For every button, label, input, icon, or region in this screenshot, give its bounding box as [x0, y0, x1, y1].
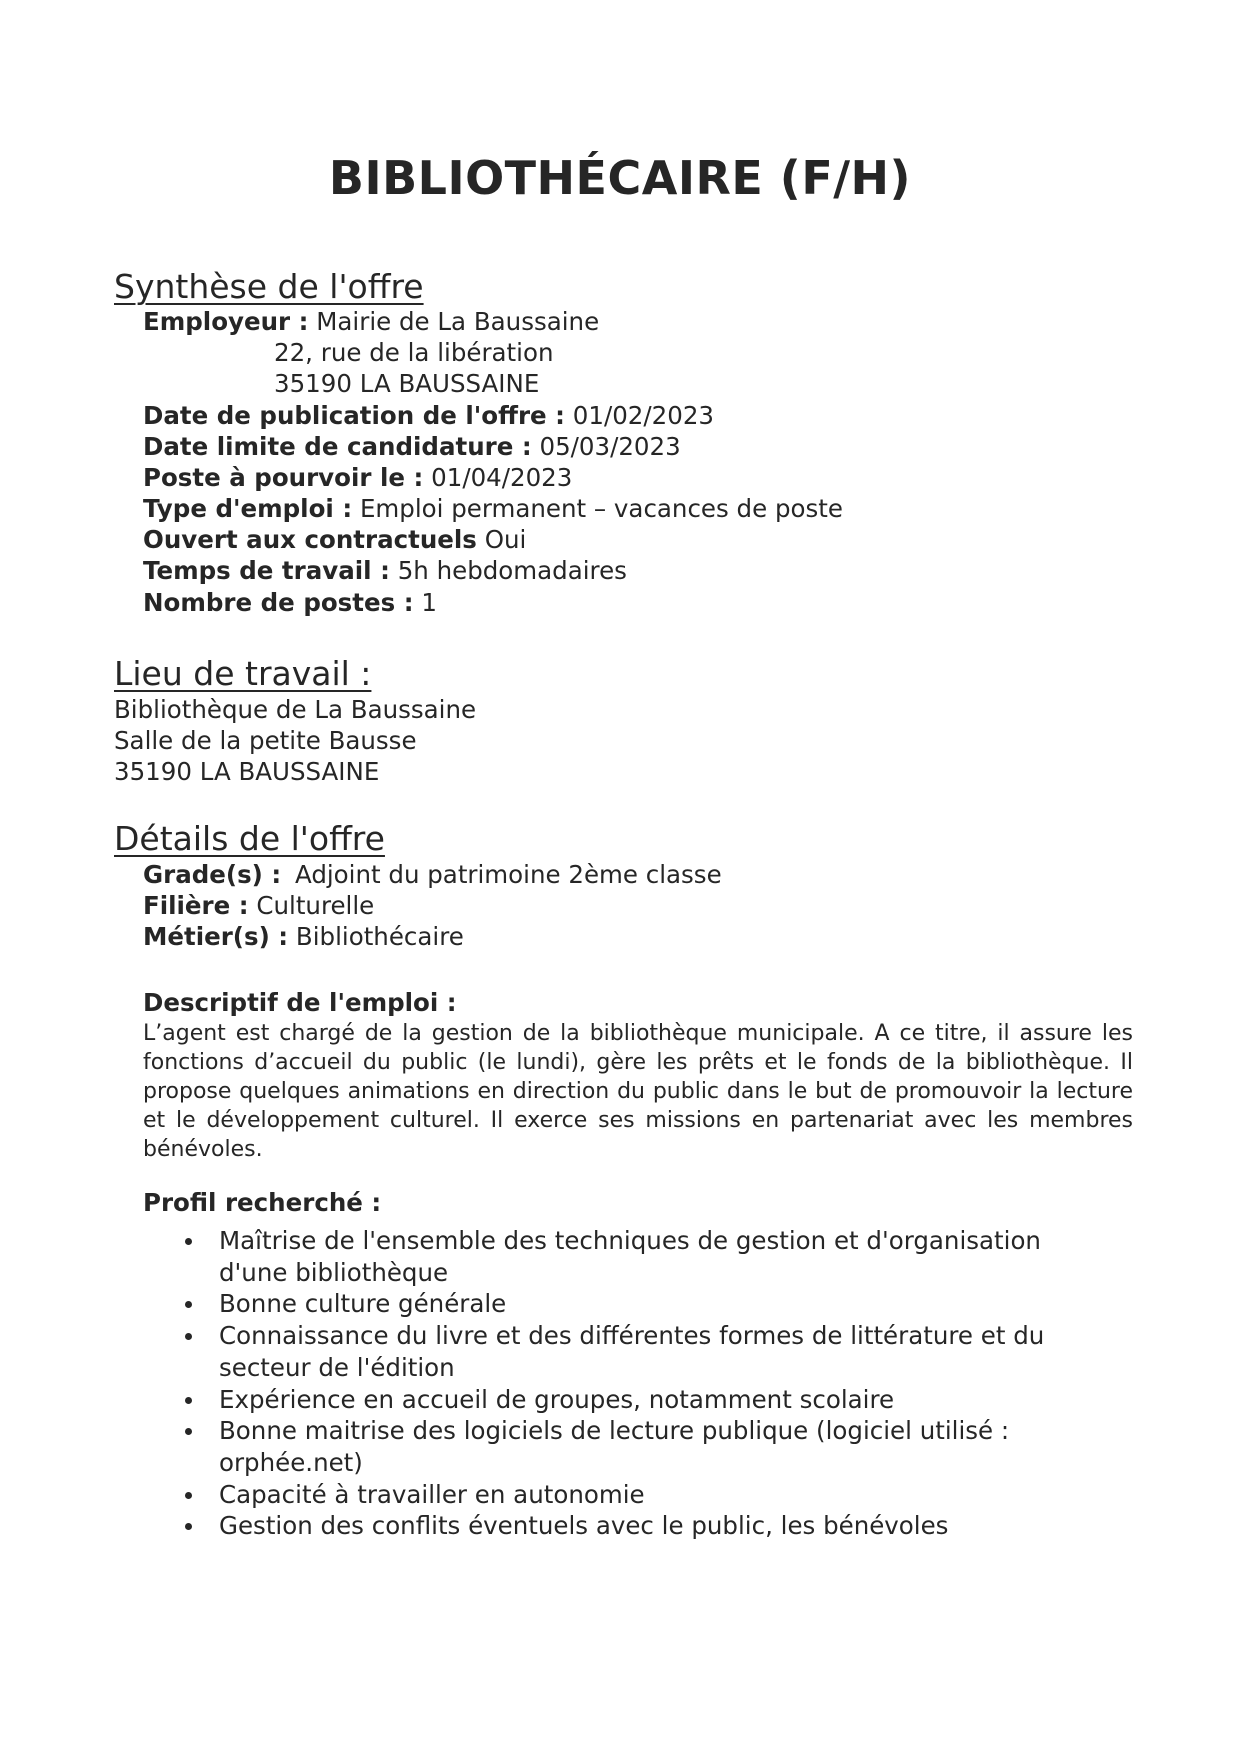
list-item-text: Capacité à travailler en autonomie [219, 1479, 645, 1509]
publication-date-label: Date de publication de l'offre : [143, 401, 565, 430]
employment-type-value: Emploi permanent – vacances de poste [359, 494, 843, 523]
positions-count-label: Nombre de postes : [143, 588, 414, 617]
list-item [143, 1320, 1093, 1383]
bullet-icon [185, 1523, 192, 1530]
list-item-text: Gestion des conflits éventuels avec le public, les bénévoles [219, 1511, 949, 1541]
bullet-icon [185, 1333, 192, 1340]
contract-workers-label: Ouvert aux contractuels [143, 525, 477, 554]
publication-date-row [143, 400, 714, 431]
employer-address-line-1: 22, rue de la libération [274, 338, 554, 367]
job-description-label: Descriptif de l'emploi : [143, 988, 457, 1017]
filiere-value: Culturelle [256, 891, 375, 920]
list-item [143, 1225, 1093, 1288]
list-item-text: Bonne maitrise des logiciels de lecture publique (logiciel utilisé : orphée.net) [219, 1416, 1010, 1477]
list-item-text: Connaissance du livre et des différentes formes de littérature et du secteur de l'édition [219, 1321, 1045, 1382]
profile-label: Profil recherché : [143, 1188, 382, 1217]
employer-row [143, 306, 599, 337]
bullet-icon [185, 1301, 192, 1308]
section-heading-synthese: Synthèse de l'offre [114, 267, 424, 306]
list-item-text: Expérience en accueil de groupes, notamment scolaire [219, 1384, 895, 1414]
filiere-row [143, 890, 374, 921]
section-heading-lieu: Lieu de travail : [114, 654, 372, 693]
employer-address-line-2: 35190 LA BAUSSAINE [274, 369, 540, 398]
document-title: BIBLIOTHÉCAIRE (F/H) [328, 151, 912, 205]
list-item-text: Bonne culture générale [219, 1289, 507, 1319]
contract-workers-value: Oui [484, 525, 527, 554]
employment-type-label: Type d'emploi : [143, 494, 353, 523]
employer-label: Employeur : [143, 307, 309, 336]
working-time-label: Temps de travail : [143, 556, 390, 585]
positions-count-value: 1 [421, 588, 437, 617]
application-deadline-row [143, 431, 681, 462]
employer-name: Mairie de La Baussaine [316, 307, 600, 336]
start-date-label: Poste à pourvoir le : [143, 463, 424, 492]
grade-label: Grade(s) : [143, 860, 282, 889]
start-date-row [143, 462, 572, 493]
working-time-row [143, 555, 627, 586]
list-item [143, 1510, 1093, 1542]
workplace-line-2: Salle de la petite Bausse [114, 726, 417, 755]
bullet-icon [185, 1397, 192, 1404]
working-time-value: 5h hebdomadaires [397, 556, 627, 585]
metier-value: Bibliothécaire [295, 922, 464, 951]
application-deadline-value: 05/03/2023 [539, 432, 681, 461]
employment-type-row [143, 493, 843, 524]
list-item-text: Maîtrise de l'ensemble des techniques de gestion et d'organisation d'une bibliothèque [219, 1226, 1041, 1287]
job-description-text: L’agent est chargé de la gestion de la bibliothèque municipale. A ce titre, il assure les fonctions d’accueil du public (le lundi), gère les prêts et le fonds de la bibliothèque. Il propose quelques animations en direction du public dans le but de promouvoir la lecture et le développement culturel. Il exerce ses missions en partenariat avec les membres bénévoles. [143, 1021, 1133, 1162]
list-item [143, 1415, 1093, 1478]
bullet-icon [185, 1238, 192, 1245]
list-item [143, 1384, 1093, 1416]
positions-count-row [143, 587, 437, 618]
application-deadline-label: Date limite de candidature : [143, 432, 532, 461]
filiere-label: Filière : [143, 891, 249, 920]
profile-list [143, 1225, 1093, 1542]
bullet-icon [185, 1428, 192, 1435]
workplace-line-1: Bibliothèque de La Baussaine [114, 695, 477, 724]
metier-row [143, 921, 464, 952]
publication-date-value: 01/02/2023 [572, 401, 714, 430]
start-date-value: 01/04/2023 [431, 463, 573, 492]
metier-label: Métier(s) : [143, 922, 289, 951]
grade-value: Adjoint du patrimoine 2ème classe [294, 860, 722, 889]
contract-workers-row [143, 524, 526, 555]
section-heading-details: Détails de l'offre [114, 819, 385, 858]
grade-row [143, 859, 722, 890]
bullet-icon [185, 1492, 192, 1499]
workplace-line-3: 35190 LA BAUSSAINE [114, 757, 380, 786]
list-item [143, 1288, 1093, 1320]
list-item [143, 1479, 1093, 1511]
